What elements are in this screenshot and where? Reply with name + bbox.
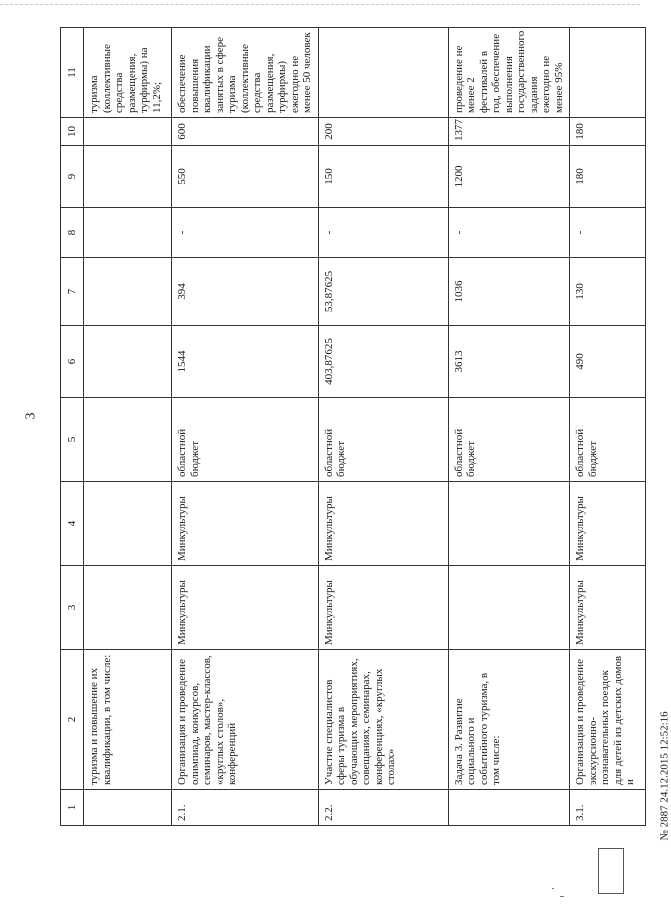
page-number: 3 bbox=[23, 412, 39, 420]
col-header: 6 bbox=[61, 326, 84, 398]
registration-barcode bbox=[598, 848, 624, 894]
cell-result bbox=[570, 28, 646, 118]
col-header: 3 bbox=[61, 566, 84, 650]
cell-executor: Минкультуры bbox=[172, 566, 319, 650]
cell-executor bbox=[84, 566, 172, 650]
cell-description: Задача 3. Развитие социального и событийного туризма, в том числе: bbox=[448, 650, 570, 790]
cell-coexecutor: Минкультуры bbox=[570, 482, 646, 566]
cell-year-2: - bbox=[172, 208, 319, 258]
cell-description: Организация и проведение экскурсионно-познавательных поездок для детей из детских домов и bbox=[570, 650, 646, 790]
col-header: 9 bbox=[61, 146, 84, 208]
cell-year-2: - bbox=[448, 208, 570, 258]
cell-coexecutor bbox=[84, 482, 172, 566]
cell-year-3: 150 bbox=[318, 146, 448, 208]
scan-edge-line bbox=[0, 4, 640, 5]
cell-year-3 bbox=[84, 146, 172, 208]
col-header: 5 bbox=[61, 398, 84, 482]
cell-executor: Минкультуры bbox=[318, 566, 448, 650]
cell-coexecutor bbox=[448, 482, 570, 566]
table-row bbox=[84, 28, 172, 826]
cell-year-1: 53,87625 bbox=[318, 258, 448, 326]
cell-funding-source: областной бюджет bbox=[570, 398, 646, 482]
cell-coexecutor: Минкультуры bbox=[318, 482, 448, 566]
cell-total: 403,87625 bbox=[318, 326, 448, 398]
header-row bbox=[61, 28, 84, 826]
rotated-table-wrapper bbox=[60, 28, 636, 826]
cell-description: Организация и проведение олимпиад, конкурсов, семинаров, мастер-классов, «круглых столов», конференций bbox=[172, 650, 319, 790]
cell-year-4: 600 bbox=[172, 118, 319, 146]
cell-number bbox=[448, 790, 570, 826]
cell-funding-source: областной бюджет bbox=[318, 398, 448, 482]
cell-year-3: 550 bbox=[172, 146, 319, 208]
cell-year-1: 130 bbox=[570, 258, 646, 326]
table-row bbox=[570, 28, 646, 826]
cell-funding-source bbox=[84, 398, 172, 482]
table-row bbox=[448, 28, 570, 826]
cell-year-4: 200 bbox=[318, 118, 448, 146]
col-header: 4 bbox=[61, 482, 84, 566]
cell-description: Участие специалистов сферы туризма в обучающих мероприятиях, совещаниях, семинарах, конференциях, «круглых столах» bbox=[318, 650, 448, 790]
cell-number bbox=[84, 790, 172, 826]
cell-year-2 bbox=[84, 208, 172, 258]
program-table bbox=[60, 27, 646, 826]
cell-funding-source: областной бюджет bbox=[448, 398, 570, 482]
cell-result: туризма (коллективные средства размещения, турфирмы) на 11,2%; bbox=[84, 28, 172, 118]
cell-executor bbox=[448, 566, 570, 650]
cell-total: 3613 bbox=[448, 326, 570, 398]
cell-funding-source: областной бюджет bbox=[172, 398, 319, 482]
table-row bbox=[318, 28, 448, 826]
cell-year-1: 1036 bbox=[448, 258, 570, 326]
cell-number: 3.1. bbox=[570, 790, 646, 826]
col-header: 10 bbox=[61, 118, 84, 146]
cell-coexecutor: Минкультуры bbox=[172, 482, 319, 566]
cell-total: 490 bbox=[570, 326, 646, 398]
col-header: 7 bbox=[61, 258, 84, 326]
cell-result bbox=[318, 28, 448, 118]
cell-number: 2.1. bbox=[172, 790, 319, 826]
cell-year-4: 180 bbox=[570, 118, 646, 146]
cell-year-1 bbox=[84, 258, 172, 326]
table-row bbox=[172, 28, 319, 826]
cell-total bbox=[84, 326, 172, 398]
cell-number: 2.2. bbox=[318, 790, 448, 826]
cell-description: туризма и повышение их квалификации, в том числе: bbox=[84, 650, 172, 790]
cell-result: обеспечение повышения квалификации занятых в сфере туризма (коллективные средства размещения, турфирмы) ежегодно не менее 50 человек bbox=[172, 28, 319, 118]
cell-result: проведение не менее 2 фестивалей в год, обеспечение выполнения государственного задания ежегодно не менее 95% bbox=[448, 28, 570, 118]
cell-year-3: 1200 bbox=[448, 146, 570, 208]
cell-year-2: - bbox=[570, 208, 646, 258]
cell-year-4: 1377 bbox=[448, 118, 570, 146]
scan-speck bbox=[552, 888, 554, 889]
col-header: 2 bbox=[61, 650, 84, 790]
col-header: 8 bbox=[61, 208, 84, 258]
cell-year-1: 394 bbox=[172, 258, 319, 326]
registration-stamp: № 2887 24.12.2015 12:52:16 bbox=[658, 711, 671, 841]
cell-year-2: - bbox=[318, 208, 448, 258]
cell-total: 1544 bbox=[172, 326, 319, 398]
cell-executor: Минкультуры bbox=[570, 566, 646, 650]
col-header: 11 bbox=[61, 28, 84, 118]
cell-year-4 bbox=[84, 118, 172, 146]
col-header: 1 bbox=[61, 790, 84, 826]
cell-year-3: 180 bbox=[570, 146, 646, 208]
scan-speck bbox=[560, 896, 564, 897]
